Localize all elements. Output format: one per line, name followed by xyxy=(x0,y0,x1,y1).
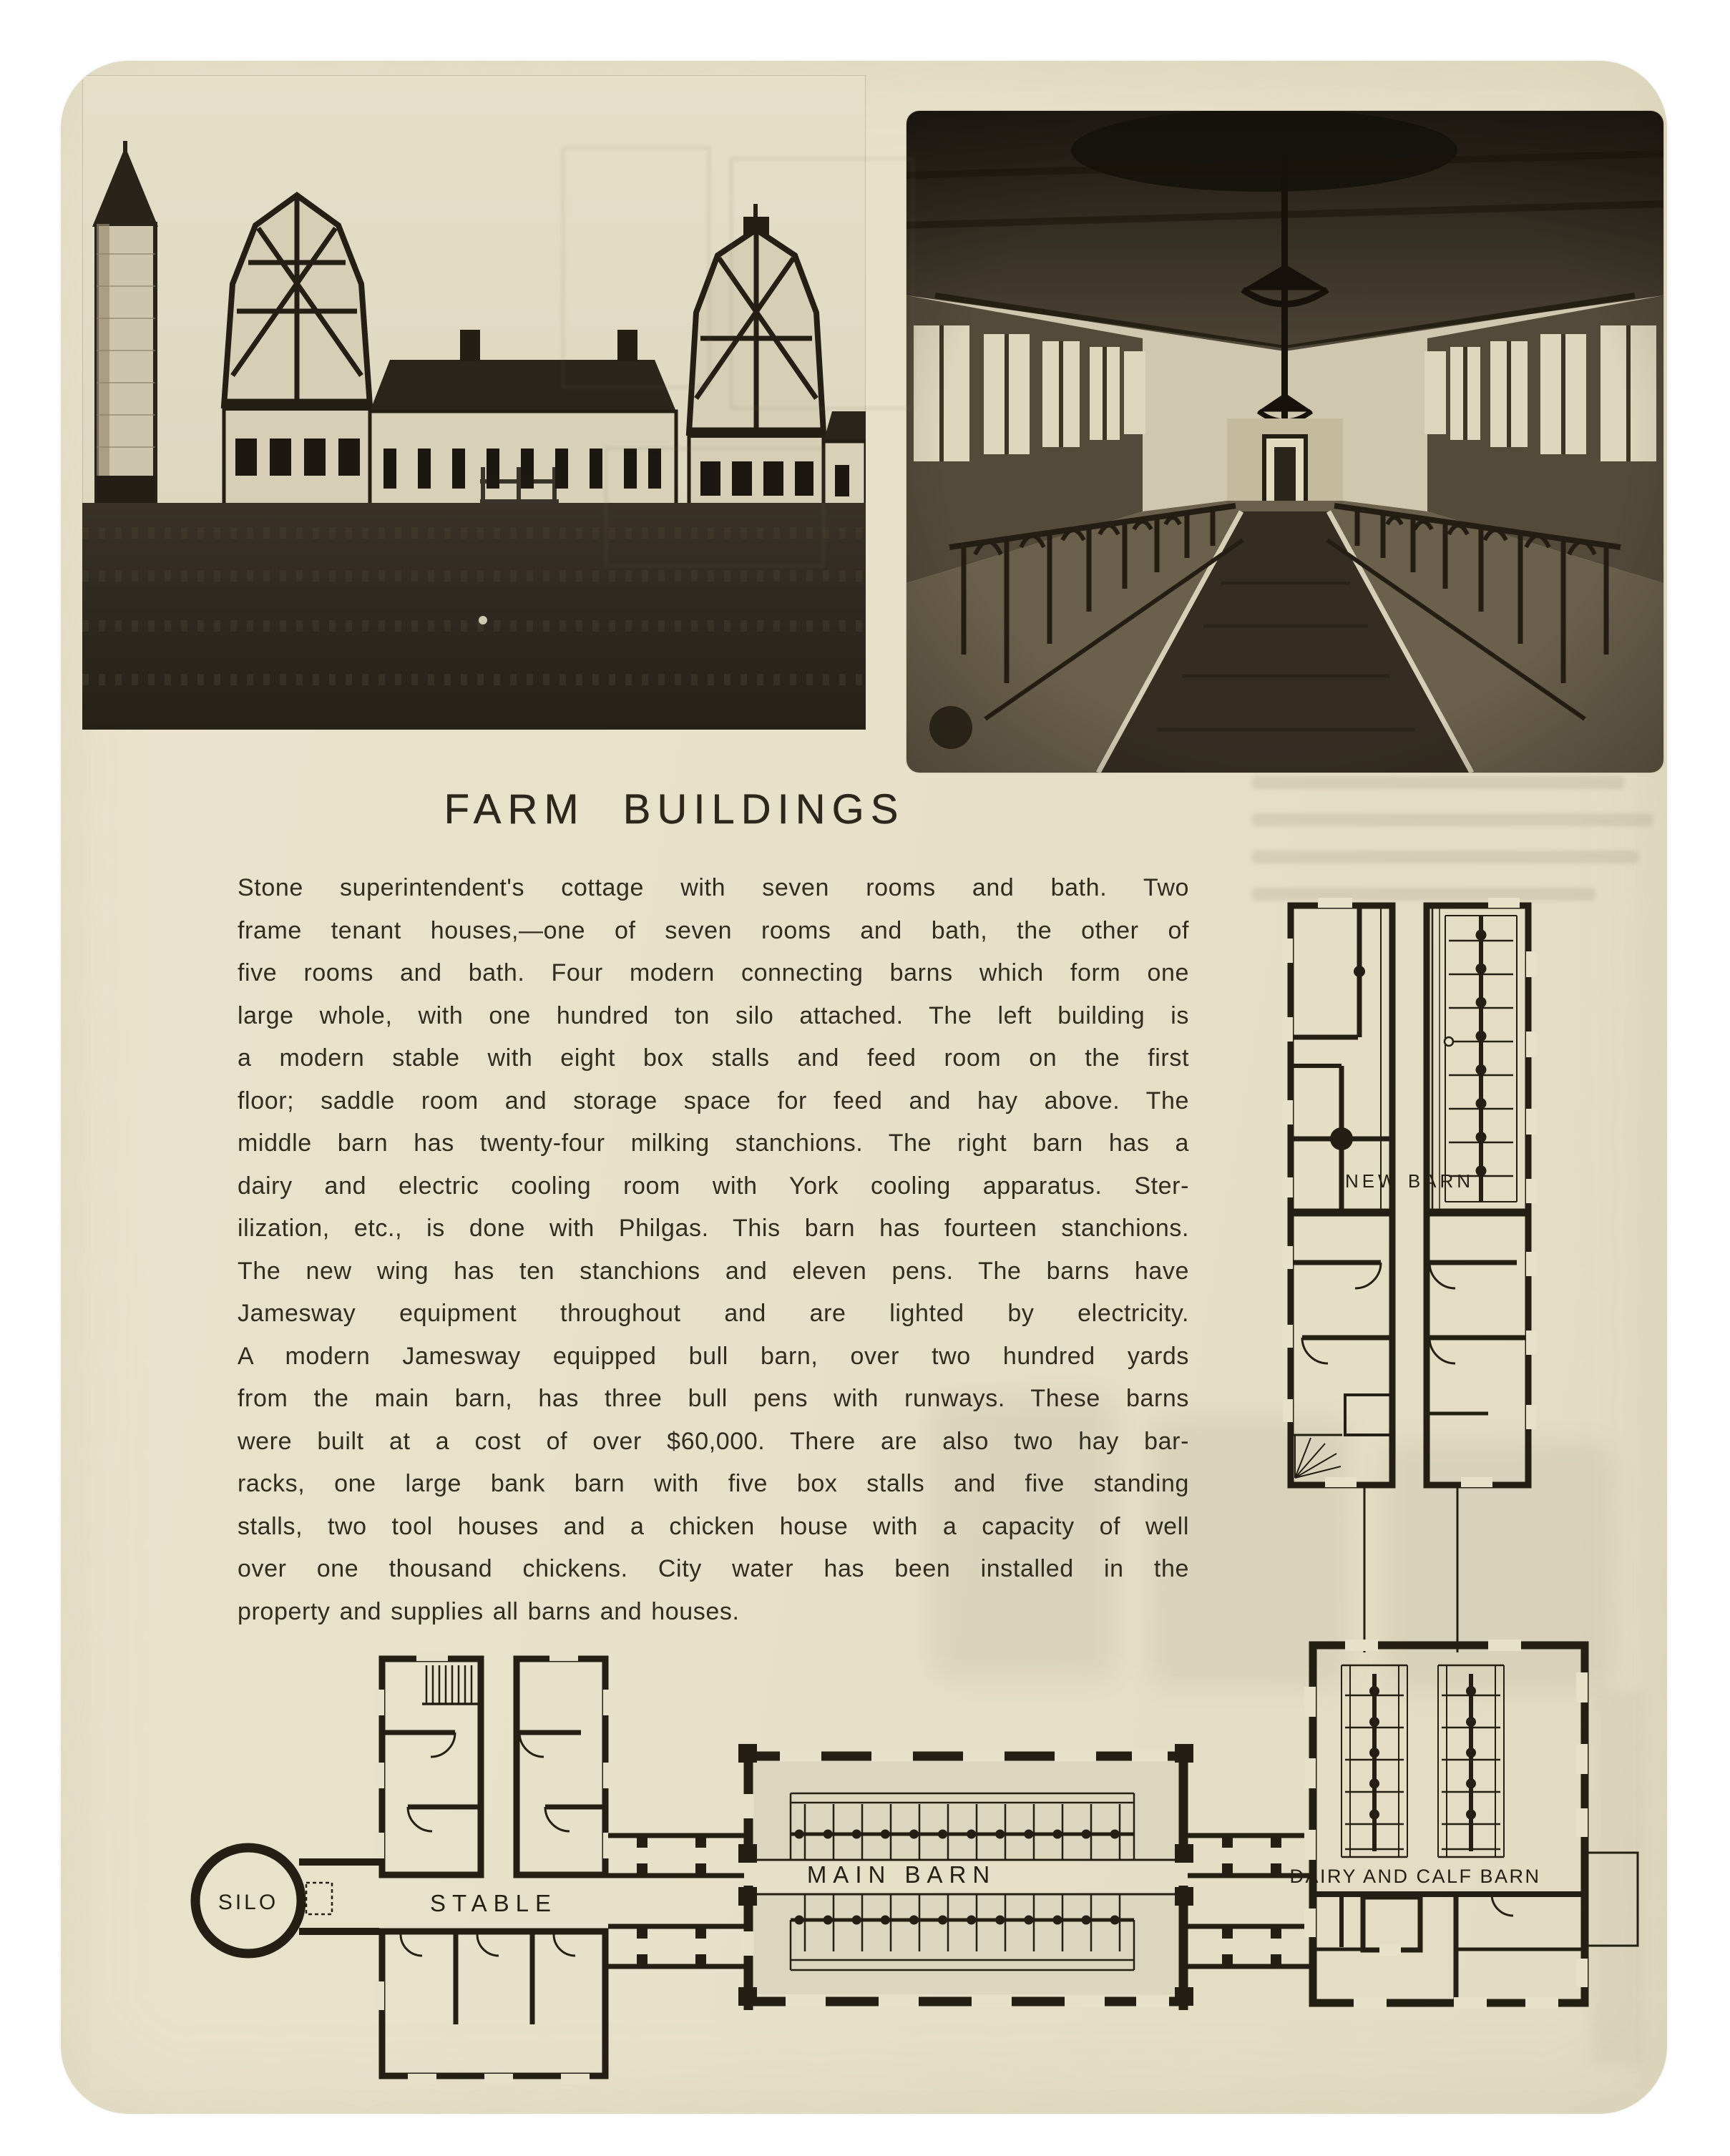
new-barn-floor-plan xyxy=(1274,894,1545,1652)
new-barn-stanchion-block xyxy=(1427,903,1531,1213)
main-barn-lower xyxy=(738,1886,1193,2010)
main-barn-upper xyxy=(738,1744,1193,1863)
ground-floor-plan xyxy=(93,1624,1667,2110)
right-wing xyxy=(824,411,866,516)
new-barn-right-wing xyxy=(1427,1212,1531,1485)
paragraph-line: The new wing has ten stanchions and eleven pens. The barns have xyxy=(238,1257,1189,1285)
paragraph-line: over one thousand chickens. City water has been installed in the xyxy=(238,1555,1189,1582)
stairs xyxy=(1295,1435,1341,1478)
field-speck xyxy=(479,616,487,624)
paragraph-line: Stone superintendent's cottage with seven rooms and bath. Two xyxy=(238,874,1189,901)
interior-barn-photo xyxy=(906,111,1663,773)
bleedthrough-text-ghost xyxy=(1252,851,1638,863)
paragraph-line: a modern stable with eight box stalls and feed room on the first xyxy=(238,1044,1189,1072)
paragraph-line: A modern Jamesway equipped bull barn, over two hundred yards xyxy=(238,1342,1189,1370)
exterior-farm-photo xyxy=(82,75,866,730)
stable-upper-left-block xyxy=(379,1656,481,1875)
left-gambrel-barn xyxy=(224,195,370,508)
bleedthrough-text-ghost xyxy=(1252,776,1624,789)
dairy-calf-barn-label: DAIRY AND CALF BARN xyxy=(1289,1866,1541,1887)
paragraph-line: from the main barn, has three bull pens with runways. These barns xyxy=(238,1385,1189,1412)
stable-lower-block xyxy=(379,1931,605,2079)
paragraph-line: middle barn has twenty-four milking stanchions. The right barn has a xyxy=(238,1130,1189,1157)
paragraph-line: Jamesway equipment throughout and are lighted by electricity. xyxy=(238,1300,1189,1327)
stable-mainbarn-corridor xyxy=(608,1836,744,1966)
stairs xyxy=(422,1665,478,1704)
body-paragraph xyxy=(238,867,1189,1633)
exterior-photo-graphic xyxy=(82,75,866,730)
page-title: FARM BUILDINGS xyxy=(444,786,905,833)
mainbarn-dairy-corridor xyxy=(1188,1836,1313,1966)
stable-label: STABLE xyxy=(429,1890,558,1916)
bleedthrough-text-ghost xyxy=(1252,813,1653,826)
photo-vignette xyxy=(906,111,1663,773)
silo-connector xyxy=(299,1862,379,1931)
new-barn-label: NEW BARN xyxy=(1344,1170,1475,1192)
main-barn-label: MAIN BARN xyxy=(806,1861,997,1888)
stable-upper-right-block xyxy=(517,1656,608,1875)
interior-photo-graphic xyxy=(906,111,1663,773)
dairy-calf-barn xyxy=(1310,1624,1638,2003)
dairy-annex xyxy=(1585,1853,1638,1946)
paragraph-line: five rooms and bath. Four modern connecting barns which form one xyxy=(238,959,1189,986)
silo-label: SILO xyxy=(218,1891,279,1914)
new-barn-left-block xyxy=(1288,903,1392,1213)
paragraph-line: racks, one large bank barn with five box stalls and five standing xyxy=(238,1470,1189,1497)
paragraph-line: were built at a cost of over $60,000. There are also two hay bar- xyxy=(238,1427,1189,1455)
paragraph-line: floor; saddle room and storage space for feed and hay above. The xyxy=(238,1087,1189,1114)
paragraph-line: dairy and electric cooling room with York cooling apparatus. Ster- xyxy=(238,1172,1189,1200)
paragraph-line: large whole, with one hundred ton silo attached. The left building is xyxy=(238,1001,1189,1029)
paragraph-line: ilization, etc., is done with Philgas. This barn has fourteen stanchions. xyxy=(238,1215,1189,1242)
brochure-page xyxy=(61,61,1667,2114)
paragraph-line: stalls, two tool houses and a chicken house with a capacity of well xyxy=(238,1512,1189,1540)
paragraph-line: frame tenant houses,—one of seven rooms and bath, the other of xyxy=(238,916,1189,944)
paragraph-line: property and supplies all barns and houses. xyxy=(238,1597,740,1625)
new-barn-left-wing xyxy=(1288,1212,1392,1485)
